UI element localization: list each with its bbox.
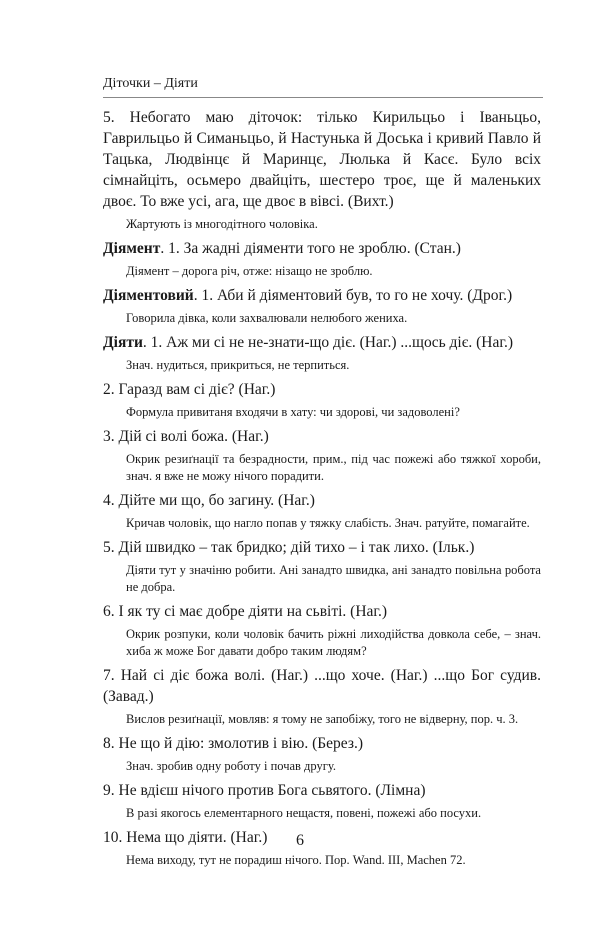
entry-note: Діяти тут у значіню робити. Ані занадто швидка, ані занадто повільна робота не добра.	[126, 563, 541, 594]
entry-text: 3. Дій сі волі божа. (Наг.)	[103, 428, 269, 445]
entry-diyamentovyi	[103, 285, 541, 306]
entry-diyaty-3	[103, 426, 541, 447]
entry-note: Нема виходу, тут не порадиш нічого. Пор. Wand. III, Machen 72.	[126, 853, 466, 867]
entry-text: 10. Нема що діяти. (Наг.)	[103, 829, 268, 846]
entry-diyaty-7	[103, 665, 541, 707]
entry-note: Діямент – дорога річ, отже: нізащо не зроблю.	[126, 264, 373, 278]
entry-note: В разі якогось елементарного нещастя, повені, пожежі або посухи.	[126, 806, 482, 820]
entry-note: Знач. нудиться, прикриться, не терпиться.	[126, 358, 350, 372]
entry-note: Вислов резиґнації, мовляв: я тому не запобіжу, того не відверну, пор. ч. 3.	[126, 712, 519, 726]
entry-note: Знач. зробив одну роботу і почав другу.	[126, 759, 337, 773]
entry-note: Окрик розпуки, коли чоловік бачить ріжні лиходійства довкола себе, – знач. хиба ж може Бог давати добро таким людям?	[126, 627, 541, 658]
entry-text: 8. Не що й дію: змолотив і вію. (Берез.)	[103, 735, 363, 752]
entry-text: 9. Не вдієш нічого против Бога сьвятого. (Лімна)	[103, 782, 426, 799]
entry-diyament	[103, 238, 541, 259]
entry-note: Жартують із многодітного чоловіка.	[126, 217, 318, 231]
entry-diyaty-4	[103, 490, 541, 511]
entry-text: 7. Най сі діє божа волі. (Наг.) ...що хоче. (Наг.) ...що Бог судив. (Завад.)	[103, 667, 541, 705]
entry-diyaty-9	[103, 780, 541, 801]
entry-diyaty-8	[103, 733, 541, 754]
entry-diyaty-2	[103, 379, 541, 400]
entry-diyaty-1	[103, 332, 541, 353]
headword: Діяментовий	[103, 287, 194, 304]
entry-diyaty-6	[103, 601, 541, 622]
entry-ditochky-5	[103, 107, 541, 212]
page-number: 6	[296, 832, 304, 849]
entry-text: 5. Дій швидко – так бридко; дій тихо – і так лихо. (Ільк.)	[103, 539, 475, 556]
running-header: Діточки – Діяти	[103, 76, 198, 91]
entry-text: . 1. За жадні діяменти того не зроблю. (Стан.)	[160, 240, 461, 257]
entry-note: Окрик резиґнації та безрадности, прим., під час пожежі або тяжкої хороби, знач. я вже не можу нічого порадити.	[126, 452, 541, 483]
entry-note: Кричав чоловік, що нагло попав у тяжку слабість. Знач. ратуйте, помагайте.	[126, 516, 530, 530]
header-rule	[103, 97, 543, 98]
headword: Діяти	[103, 334, 143, 351]
entry-diyaty-5	[103, 537, 541, 558]
entry-text: 5. Небогато маю діточок: тілько Кирильцьо і Іваньцьо, Гаврильцьо й Симаньцьо, й Настунька й Доська і кривий Павло й Тацька, Людвінцє й Маринцє, Люлька й Касє. Було всіх сімнайціть, осьмеро двайціть, шестеро троє, ще й маленьких двоє. То вже усі, ага, ще двоє в вівсі. (Вихт.)	[103, 109, 541, 210]
dictionary-entries	[103, 107, 541, 874]
entry-note: Формула привитаня входячи в хату: чи здорові, чи задоволені?	[126, 405, 460, 419]
entry-text: 2. Гаразд вам сі діє? (Наг.)	[103, 381, 276, 398]
entry-text: 4. Дійте ми що, бо загину. (Наг.)	[103, 492, 315, 509]
entry-text: . 1. Аж ми сі не не-знати-що діє. (Наг.) ...щoсь діє. (Наг.)	[142, 334, 514, 351]
entry-text: 6. І як ту сі має добре діяти на сьвіті. (Наг.)	[103, 603, 388, 620]
entry-note: Говорила дівка, коли захвалювали нелюбого жениха.	[126, 311, 408, 325]
entry-text: . 1. Аби й діяментовий був, то го не хочу. (Дрог.)	[193, 287, 513, 304]
headword: Діямент	[103, 240, 161, 257]
